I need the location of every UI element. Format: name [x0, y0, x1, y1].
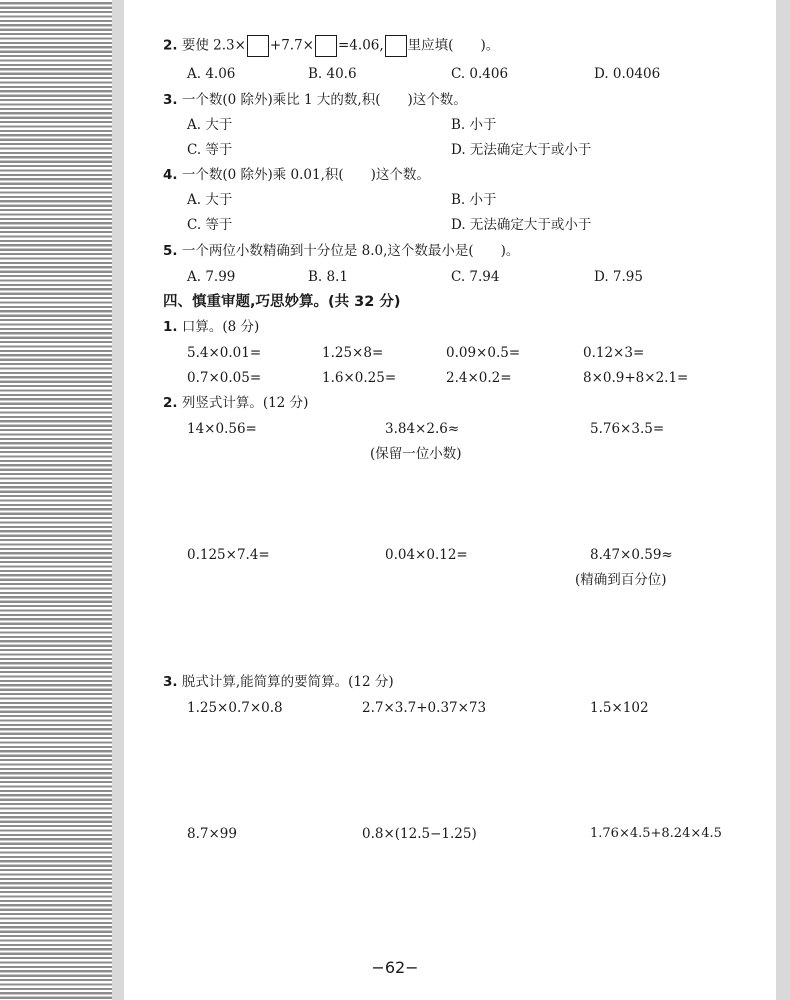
oral-problem: 5.4×0.01=	[187, 345, 262, 361]
question-number: 3.	[163, 92, 178, 108]
step-problem: 1.25×0.7×0.8	[187, 700, 283, 716]
left-gutter	[112, 0, 124, 1000]
q2-option-a[interactable]: A. 4.06	[187, 66, 236, 82]
subsection-title-text: 脱式计算,能简算的要简算。(12 分)	[181, 674, 394, 690]
q4-option-a[interactable]: A. 大于	[187, 192, 233, 208]
vertical-problem: 0.04×0.12=	[385, 547, 468, 563]
subsection-2-title	[163, 394, 308, 412]
vertical-problem: 14×0.56=	[187, 421, 257, 437]
vertical-problem: 0.125×7.4=	[187, 547, 270, 563]
right-margin-bar	[776, 0, 790, 1000]
oral-problem: 1.6×0.25=	[322, 370, 397, 386]
oral-problem: 1.25×8=	[322, 345, 384, 361]
q3-option-b[interactable]: B. 小于	[451, 117, 497, 133]
rounding-note: (保留一位小数)	[370, 446, 462, 462]
q4-option-b[interactable]: B. 小于	[451, 192, 497, 208]
q2-option-b[interactable]: B. 40.6	[308, 66, 357, 82]
question-number: 4.	[163, 167, 178, 183]
q3-option-d[interactable]: D. 无法确定大于或小于	[451, 142, 592, 158]
subsection-number: 1.	[163, 319, 178, 335]
vertical-problem: 3.84×2.6≈	[385, 421, 460, 437]
q5-option-d[interactable]: D. 7.95	[594, 269, 643, 285]
question-number: 2.	[163, 37, 178, 54]
subsection-number: 3.	[163, 674, 178, 690]
q2-option-c[interactable]: C. 0.406	[451, 66, 509, 82]
q3-option-a[interactable]: A. 大于	[187, 117, 233, 133]
q2-text-1: 要使 2.3×	[181, 37, 246, 54]
q5-option-a[interactable]: A. 7.99	[187, 269, 236, 285]
q4-option-d[interactable]: D. 无法确定大于或小于	[451, 217, 592, 233]
subsection-number: 2.	[163, 395, 178, 411]
question-5-stem	[163, 242, 519, 260]
oral-problem: 2.4×0.2=	[446, 370, 512, 386]
step-problem: 8.7×99	[187, 826, 237, 842]
step-problem: 0.8×(12.5−1.25)	[362, 826, 477, 842]
oral-problem: 8×0.9+8×2.1=	[583, 370, 689, 386]
q2-text-3: =4.06,	[338, 37, 384, 54]
subsection-3-title	[163, 673, 394, 691]
q4-option-c[interactable]: C. 等于	[187, 217, 233, 233]
answer-box[interactable]	[385, 35, 407, 57]
question-number: 5.	[163, 243, 178, 259]
oral-problem: 0.12×3=	[583, 345, 645, 361]
oral-problem: 0.7×0.05=	[187, 370, 262, 386]
left-striped-margin	[0, 0, 112, 1000]
rounding-note: (精确到百分位)	[575, 572, 667, 588]
oral-problem: 0.09×0.5=	[446, 345, 521, 361]
q2-option-d[interactable]: D. 0.0406	[594, 66, 661, 82]
q5-option-c[interactable]: C. 7.94	[451, 269, 500, 285]
q3-option-c[interactable]: C. 等于	[187, 142, 233, 158]
subsection-title-text: 列竖式计算。(12 分)	[181, 395, 309, 411]
page-number: −62−	[371, 958, 419, 977]
question-2-stem	[163, 35, 499, 57]
q2-text-2: +7.7×	[269, 37, 314, 54]
q5-option-b[interactable]: B. 8.1	[308, 269, 348, 285]
step-problem: 1.76×4.5+8.24×4.5	[590, 826, 722, 841]
answer-box[interactable]	[315, 35, 337, 57]
subsection-title-text: 口算。(8 分)	[181, 319, 260, 335]
step-problem: 1.5×102	[590, 700, 649, 716]
q2-text-4: 里应填( )。	[407, 37, 500, 54]
vertical-problem: 5.76×3.5=	[590, 421, 665, 437]
q3-text: 一个数(0 除外)乘比 1 大的数,积( )这个数。	[181, 92, 467, 108]
q5-text: 一个两位小数精确到十分位是 8.0,这个数最小是( )。	[181, 243, 520, 259]
vertical-problem: 8.47×0.59≈	[590, 547, 673, 563]
section-heading: 四、慎重审题,巧思妙算。(共 32 分)	[163, 294, 401, 310]
answer-box[interactable]	[247, 35, 269, 57]
step-problem: 2.7×3.7+0.37×73	[362, 700, 487, 716]
q4-text: 一个数(0 除外)乘 0.01,积( )这个数。	[181, 167, 430, 183]
subsection-1-title	[163, 318, 259, 336]
question-3-stem	[163, 91, 467, 109]
question-4-stem	[163, 166, 430, 184]
